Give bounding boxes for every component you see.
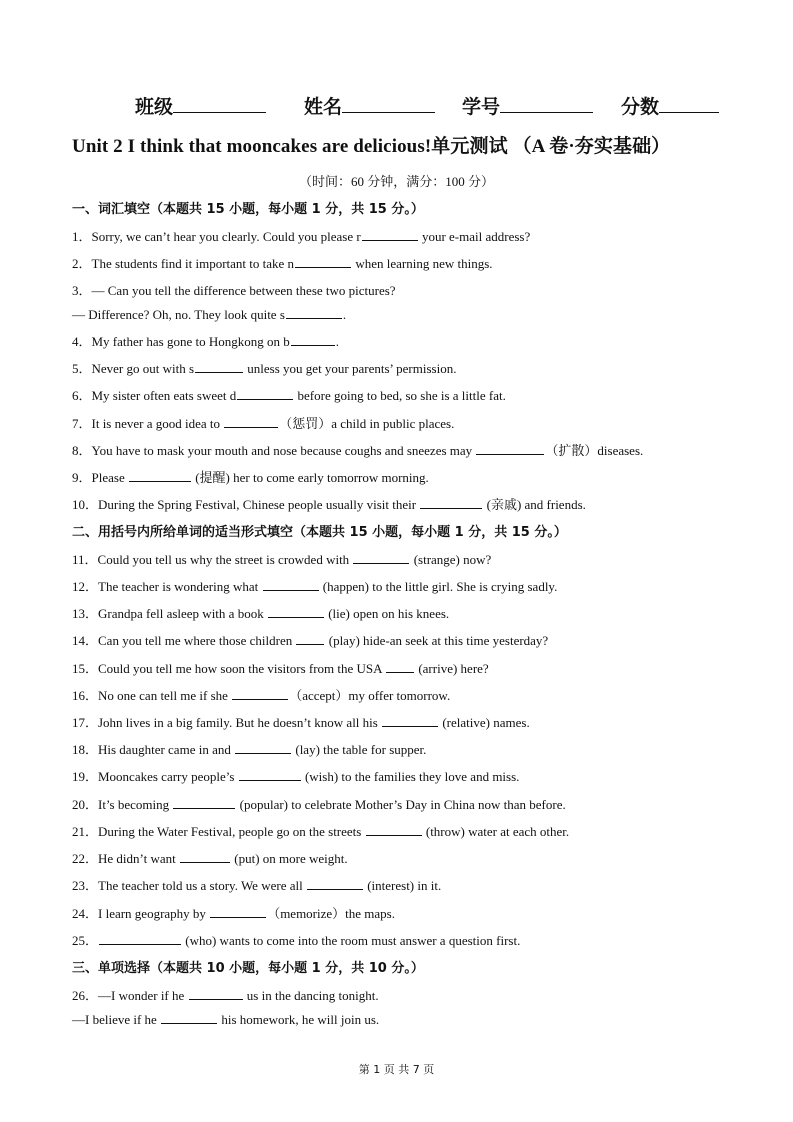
score-field	[621, 92, 719, 119]
student-id-blank[interactable]	[500, 94, 593, 113]
question-16: 16．No one can tell me if she （accept）my offer tomorrow.	[72, 688, 451, 703]
question-26-reply: —I believe if he his homework, he will join us.	[72, 1012, 380, 1027]
page-number-footer: 第 1 页 共 7 页	[358, 1063, 435, 1076]
question-21: 21．During the Water Festival, people go on the streets (throw) water at each other.	[72, 824, 570, 839]
answer-blank[interactable]	[210, 905, 266, 918]
question-13: 13．Grandpa fell asleep with a book (lie) open on his knees.	[72, 606, 450, 621]
question-23: 23．The teacher told us a story. We were all (interest) in it.	[72, 878, 442, 893]
question-1: 1．Sorry, we can’t hear you clearly. Could you please r your e-mail address?	[72, 229, 531, 244]
question-3-reply: — Difference? Oh, no. They look quite s .	[72, 307, 347, 322]
answer-blank[interactable]	[362, 228, 418, 241]
answer-blank[interactable]	[291, 333, 335, 346]
question-14: 14．Can you tell me where those children (play) hide-an seek at this time yesterday?	[72, 633, 549, 648]
answer-blank[interactable]	[99, 932, 181, 945]
answer-blank[interactable]	[420, 496, 482, 509]
score-label: 分数	[621, 96, 660, 118]
class-label: 班级	[135, 96, 174, 118]
question-9: 9．Please (提醒) her to come early tomorrow morning.	[72, 470, 429, 485]
question-2: 2．The students find it important to take n when learning new things.	[72, 256, 493, 271]
page-title: Unit 2 I think that mooncakes are delicious!单元测试 （A 卷·夯实基础）	[72, 136, 671, 157]
question-20: 20．It’s becoming (popular) to celebrate Mother’s Day in China now than before.	[72, 797, 566, 812]
question-7: 7．It is never a good idea to （惩罚）a child in public places.	[72, 416, 455, 431]
question-5: 5．Never go out with s unless you get your parents’ permission.	[72, 361, 457, 376]
answer-blank[interactable]	[382, 714, 438, 727]
answer-blank[interactable]	[286, 306, 342, 319]
student-id-label: 学号	[462, 96, 501, 118]
question-25: 25． (who) wants to come into the room must answer a question first.	[72, 933, 521, 948]
question-10: 10．During the Spring Festival, Chinese people usually visit their (亲戚) and friends.	[72, 497, 586, 512]
question-26: 26．—I wonder if he us in the dancing tonight.	[72, 988, 379, 1003]
exam-subtitle: （时间：60 分钟，满分：100 分）	[298, 174, 494, 189]
name-field	[304, 92, 435, 119]
answer-blank[interactable]	[180, 850, 230, 863]
question-22: 22．He didn’t want (put) on more weight.	[72, 851, 348, 866]
section-heading-1: 一、词汇填空（本题共 15 小题，每小题 1 分，共 15 分。）	[72, 202, 424, 217]
answer-blank[interactable]	[237, 387, 293, 400]
student-id-field	[462, 92, 593, 119]
answer-blank[interactable]	[263, 578, 319, 591]
question-11: 11．Could you tell us why the street is crowded with (strange) now?	[72, 552, 492, 567]
answer-blank[interactable]	[173, 796, 235, 809]
name-blank[interactable]	[342, 94, 435, 113]
question-4: 4．My father has gone to Hongkong on b .	[72, 334, 339, 349]
question-8: 8．You have to mask your mouth and nose because coughs and sneezes may （扩散）diseases.	[72, 443, 644, 458]
answer-blank[interactable]	[232, 687, 288, 700]
question-19: 19．Mooncakes carry people’s (wish) to the families they love and miss.	[72, 769, 520, 784]
answer-blank[interactable]	[161, 1011, 217, 1024]
answer-blank[interactable]	[189, 987, 243, 1000]
section-heading-2: 二、用括号内所给单词的适当形式填空（本题共 15 小题，每小题 1 分，共 15 分。）	[72, 525, 567, 540]
class-field	[135, 92, 266, 119]
answer-blank[interactable]	[353, 551, 409, 564]
answer-blank[interactable]	[307, 877, 363, 890]
answer-blank[interactable]	[295, 255, 351, 268]
question-18: 18．His daughter came in and (lay) the table for supper.	[72, 742, 427, 757]
answer-blank[interactable]	[195, 360, 243, 373]
question-6: 6．My sister often eats sweet d before going to bed, so she is a little fat.	[72, 388, 506, 403]
name-label: 姓名	[304, 96, 343, 118]
question-24: 24．I learn geography by （memorize）the maps.	[72, 906, 395, 921]
question-12: 12．The teacher is wondering what (happen) to the little girl. She is crying sadly.	[72, 579, 558, 594]
question-17: 17．John lives in a big family. But he doesn’t know all his (relative) names.	[72, 715, 530, 730]
question-15: 15．Could you tell me how soon the visitors from the USA (arrive) here?	[72, 661, 489, 676]
answer-blank[interactable]	[296, 632, 324, 645]
class-blank[interactable]	[173, 94, 266, 113]
answer-blank[interactable]	[129, 469, 191, 482]
answer-blank[interactable]	[235, 741, 291, 754]
answer-blank[interactable]	[386, 660, 414, 673]
score-blank[interactable]	[659, 94, 719, 113]
answer-blank[interactable]	[239, 768, 301, 781]
student-info-fields	[0, 92, 793, 122]
answer-blank[interactable]	[224, 415, 278, 428]
answer-blank[interactable]	[366, 823, 422, 836]
question-3: 3．— Can you tell the difference between these two pictures?	[72, 283, 396, 298]
answer-blank[interactable]	[268, 605, 324, 618]
answer-blank[interactable]	[476, 442, 544, 455]
section-heading-3: 三、单项选择（本题共 10 小题，每小题 1 分，共 10 分。）	[72, 961, 424, 976]
